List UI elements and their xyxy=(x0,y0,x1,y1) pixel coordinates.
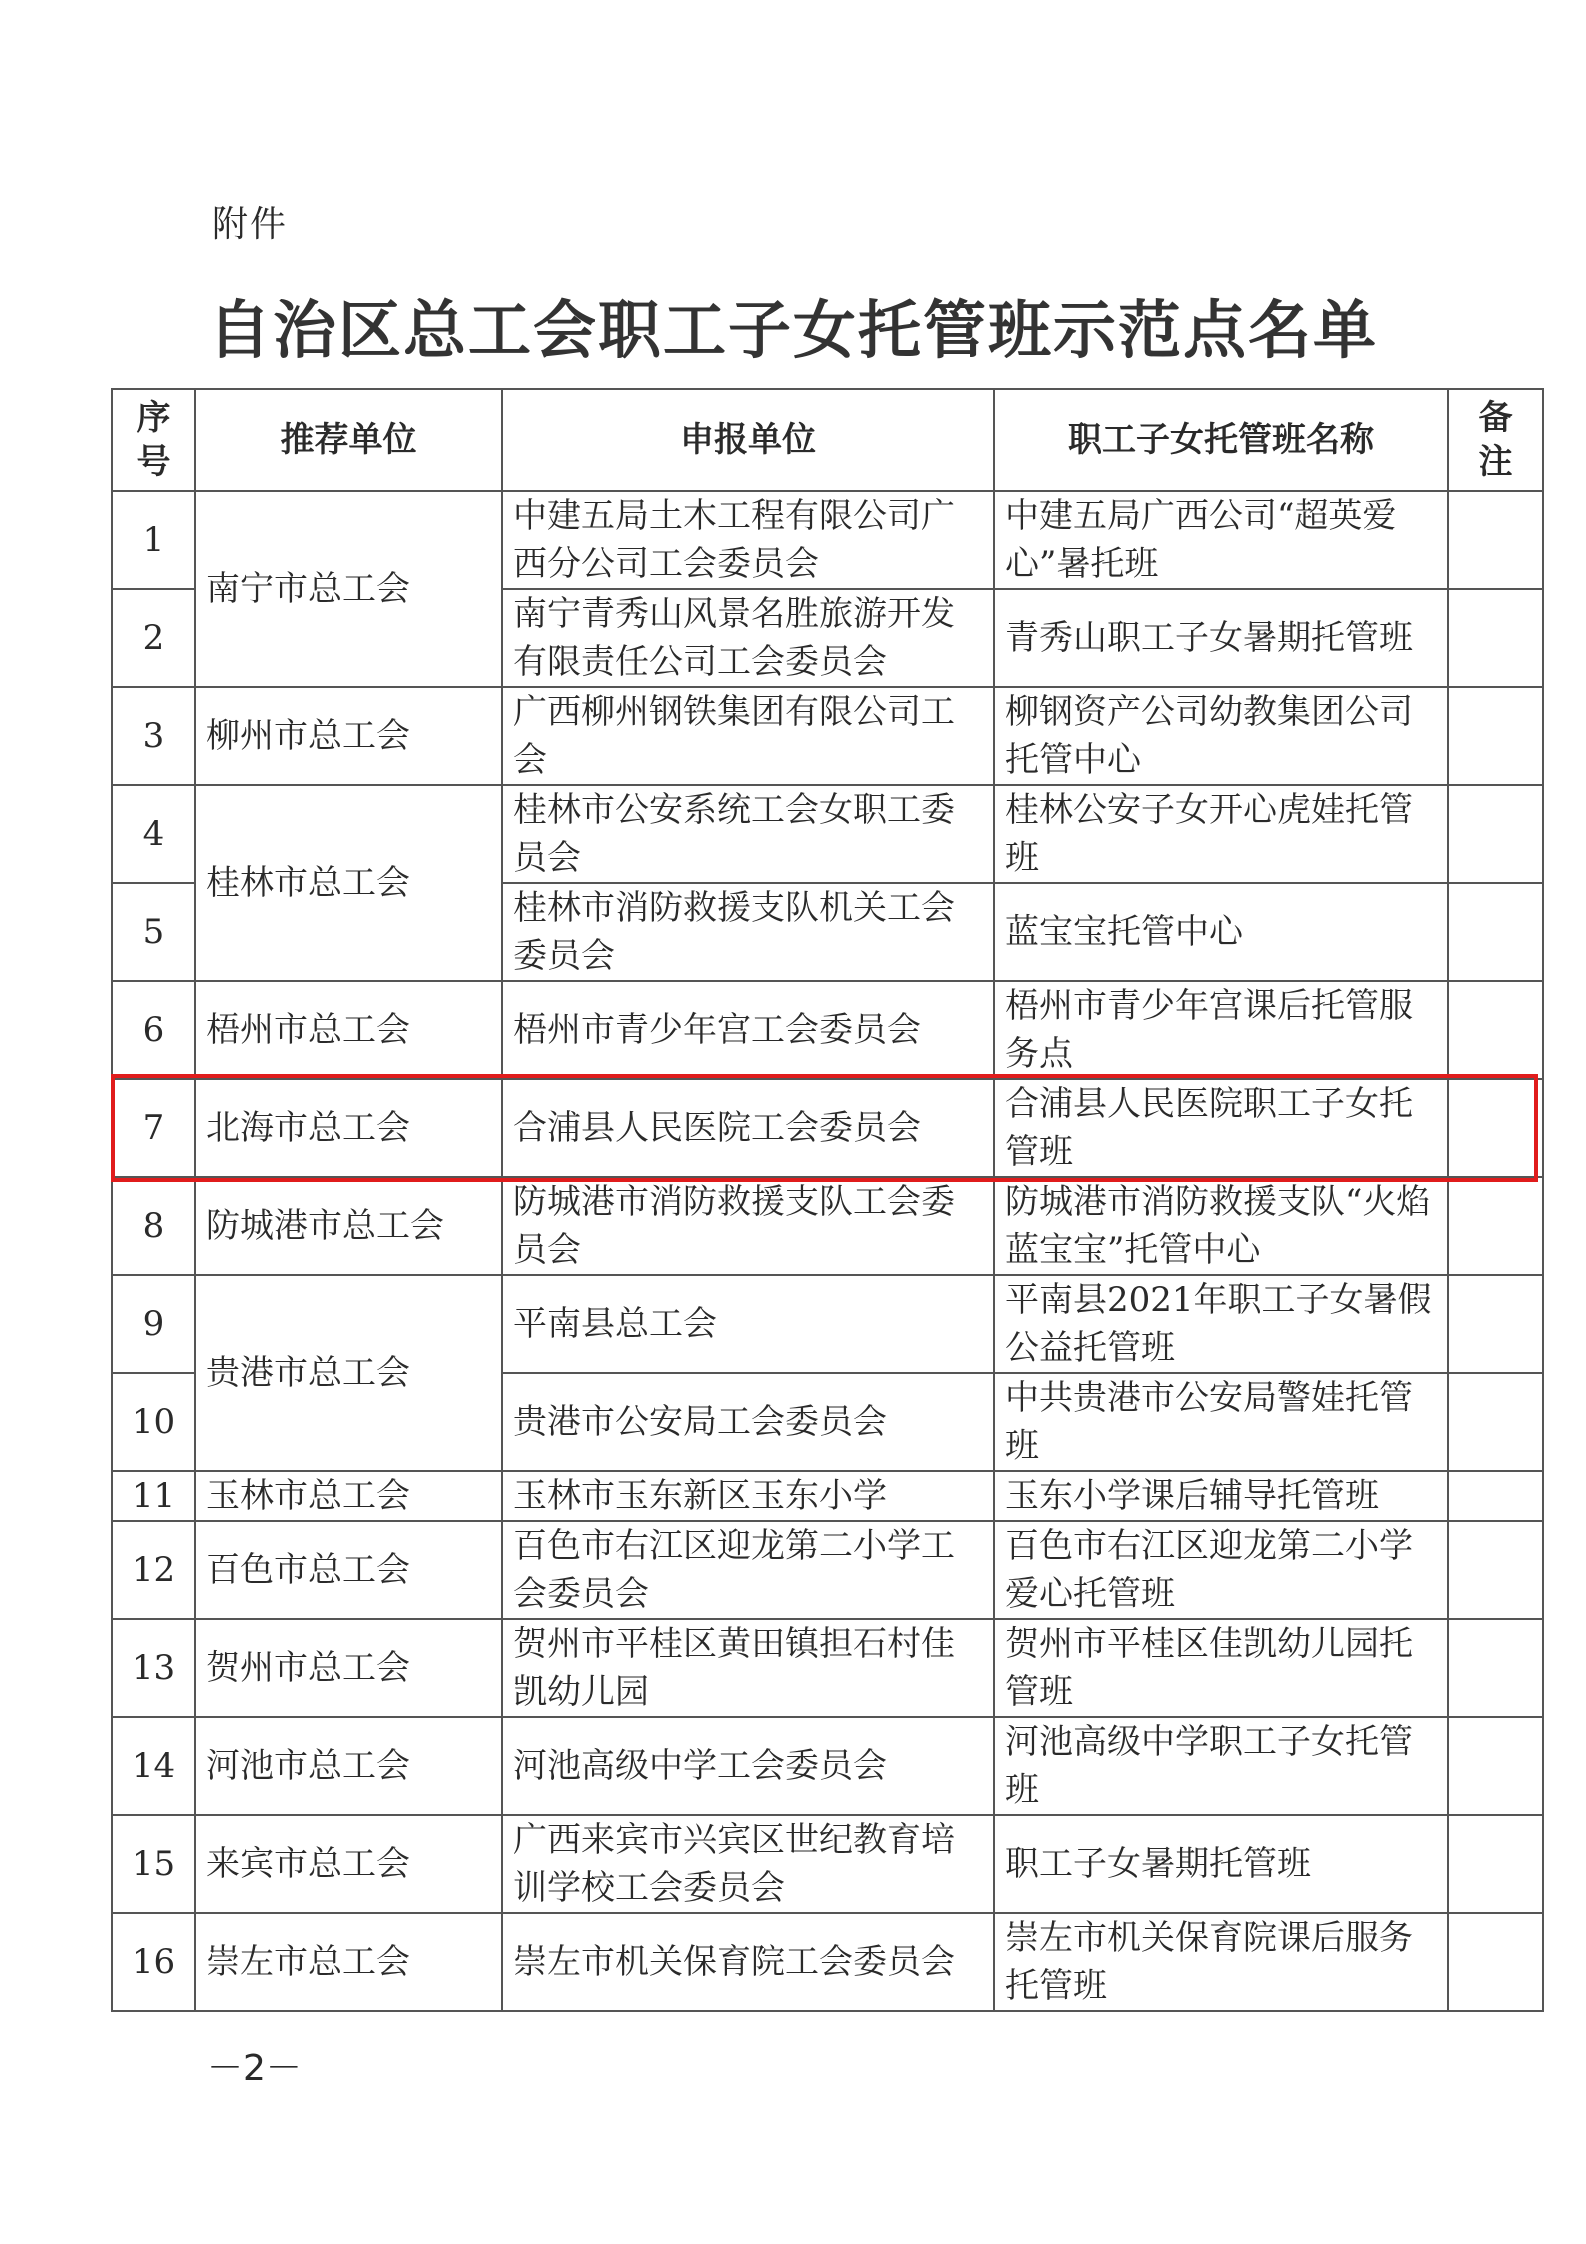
row-number: 5 xyxy=(112,883,195,981)
row-number: 16 xyxy=(112,1913,195,2011)
class-name-cell: 河池高级中学职工子女托管班 xyxy=(994,1717,1448,1815)
table-row xyxy=(112,785,1543,883)
recommender-cell: 河池市总工会 xyxy=(195,1717,502,1815)
row-number: 11 xyxy=(112,1471,195,1521)
table-row xyxy=(112,1619,1543,1717)
remark-cell xyxy=(1448,1373,1543,1471)
row-number: 8 xyxy=(112,1177,195,1275)
remark-cell xyxy=(1448,1471,1543,1521)
row-number: 4 xyxy=(112,785,195,883)
class-name-cell: 崇左市机关保育院课后服务托管班 xyxy=(994,1913,1448,2011)
row-number: 15 xyxy=(112,1815,195,1913)
applicant-cell: 平南县总工会 xyxy=(502,1275,994,1373)
class-name-cell: 中共贵港市公安局警娃托管班 xyxy=(994,1373,1448,1471)
row-number: 10 xyxy=(112,1373,195,1471)
recommender-cell: 北海市总工会 xyxy=(195,1079,502,1177)
recommender-cell: 玉林市总工会 xyxy=(195,1471,502,1521)
row-number: 12 xyxy=(112,1521,195,1619)
applicant-cell: 防城港市消防救援支队工会委员会 xyxy=(502,1177,994,1275)
recommender-cell: 百色市总工会 xyxy=(195,1521,502,1619)
row-number: 6 xyxy=(112,981,195,1079)
class-name-cell: 梧州市青少年宫课后托管服务点 xyxy=(994,981,1448,1079)
table-row xyxy=(112,1717,1543,1815)
table-row xyxy=(112,687,1543,785)
highlight-box xyxy=(111,1074,1538,1182)
document-title: 自治区总工会职工子女托管班示范点名单 xyxy=(208,294,1378,367)
attachment-label: 附件 xyxy=(212,204,289,245)
table-row xyxy=(112,1471,1543,1521)
row-number: 9 xyxy=(112,1275,195,1373)
row-number: 2 xyxy=(112,589,195,687)
table-row xyxy=(112,1815,1543,1913)
class-name-cell: 防城港市消防救援支队“火焰蓝宝宝”托管中心 xyxy=(994,1177,1448,1275)
remark-cell xyxy=(1448,785,1543,883)
applicant-cell: 贺州市平桂区黄田镇担石村佳凯幼儿园 xyxy=(502,1619,994,1717)
page-number: －2－ xyxy=(207,2048,302,2089)
applicant-cell: 贵港市公安局工会委员会 xyxy=(502,1373,994,1471)
remark-cell xyxy=(1448,1717,1543,1815)
applicant-cell: 梧州市青少年宫工会委员会 xyxy=(502,981,994,1079)
recommender-cell: 来宾市总工会 xyxy=(195,1815,502,1913)
applicant-cell: 桂林市公安系统工会女职工委员会 xyxy=(502,785,994,883)
recommender-cell: 防城港市总工会 xyxy=(195,1177,502,1275)
remark-cell xyxy=(1448,1815,1543,1913)
class-name-cell: 柳钢资产公司幼教集团公司托管中心 xyxy=(994,687,1448,785)
row-number: 7 xyxy=(112,1079,195,1177)
remark-cell xyxy=(1448,491,1543,589)
remark-cell xyxy=(1448,883,1543,981)
table-row xyxy=(112,1521,1543,1619)
recommender-cell: 梧州市总工会 xyxy=(195,981,502,1079)
applicant-cell: 合浦县人民医院工会委员会 xyxy=(502,1079,994,1177)
applicant-cell: 桂林市消防救援支队机关工会委员会 xyxy=(502,883,994,981)
remark-cell xyxy=(1448,1913,1543,2011)
class-name-cell: 玉东小学课后辅导托管班 xyxy=(994,1471,1448,1521)
row-number: 3 xyxy=(112,687,195,785)
remark-cell xyxy=(1448,1177,1543,1275)
applicant-cell: 崇左市机关保育院工会委员会 xyxy=(502,1913,994,2011)
remark-cell xyxy=(1448,1619,1543,1717)
class-name-cell: 职工子女暑期托管班 xyxy=(994,1815,1448,1913)
remark-cell xyxy=(1448,1275,1543,1373)
header-class-name: 职工子女托管班名称 xyxy=(994,389,1448,491)
applicant-cell: 广西柳州钢铁集团有限公司工会 xyxy=(502,687,994,785)
recommender-cell: 柳州市总工会 xyxy=(195,687,502,785)
class-name-cell: 桂林公安子女开心虎娃托管班 xyxy=(994,785,1448,883)
class-name-cell: 蓝宝宝托管中心 xyxy=(994,883,1448,981)
row-number: 13 xyxy=(112,1619,195,1717)
applicant-cell: 南宁青秀山风景名胜旅游开发有限责任公司工会委员会 xyxy=(502,589,994,687)
class-name-cell: 贺州市平桂区佳凯幼儿园托管班 xyxy=(994,1619,1448,1717)
table-row xyxy=(112,491,1543,589)
applicant-cell: 广西来宾市兴宾区世纪教育培训学校工会委员会 xyxy=(502,1815,994,1913)
recommender-cell: 桂林市总工会 xyxy=(195,785,502,981)
header-applicant: 申报单位 xyxy=(502,389,994,491)
recommender-cell: 南宁市总工会 xyxy=(195,491,502,687)
demonstration-list-table xyxy=(111,388,1544,2012)
header-remark: 备 注 xyxy=(1448,389,1543,491)
remark-cell xyxy=(1448,1521,1543,1619)
row-number: 14 xyxy=(112,1717,195,1815)
remark-cell xyxy=(1448,687,1543,785)
table-row xyxy=(112,981,1543,1079)
recommender-cell: 贺州市总工会 xyxy=(195,1619,502,1717)
table-row xyxy=(112,1913,1543,2011)
header-row xyxy=(112,389,1543,491)
applicant-cell: 玉林市玉东新区玉东小学 xyxy=(502,1471,994,1521)
header-seq: 序 号 xyxy=(112,389,195,491)
remark-cell xyxy=(1448,981,1543,1079)
class-name-cell: 合浦县人民医院职工子女托管班 xyxy=(994,1079,1448,1177)
table-row xyxy=(112,1177,1543,1275)
applicant-cell: 中建五局土木工程有限公司广西分公司工会委员会 xyxy=(502,491,994,589)
table-row xyxy=(112,1275,1543,1373)
remark-cell xyxy=(1448,589,1543,687)
class-name-cell: 中建五局广西公司“超英爱心”暑托班 xyxy=(994,491,1448,589)
header-recommender: 推荐单位 xyxy=(195,389,502,491)
class-name-cell: 平南县2021年职工子女暑假公益托管班 xyxy=(994,1275,1448,1373)
row-number: 1 xyxy=(112,491,195,589)
recommender-cell: 贵港市总工会 xyxy=(195,1275,502,1471)
class-name-cell: 百色市右江区迎龙第二小学爱心托管班 xyxy=(994,1521,1448,1619)
applicant-cell: 河池高级中学工会委员会 xyxy=(502,1717,994,1815)
applicant-cell: 百色市右江区迎龙第二小学工会委员会 xyxy=(502,1521,994,1619)
class-name-cell: 青秀山职工子女暑期托管班 xyxy=(994,589,1448,687)
recommender-cell: 崇左市总工会 xyxy=(195,1913,502,2011)
